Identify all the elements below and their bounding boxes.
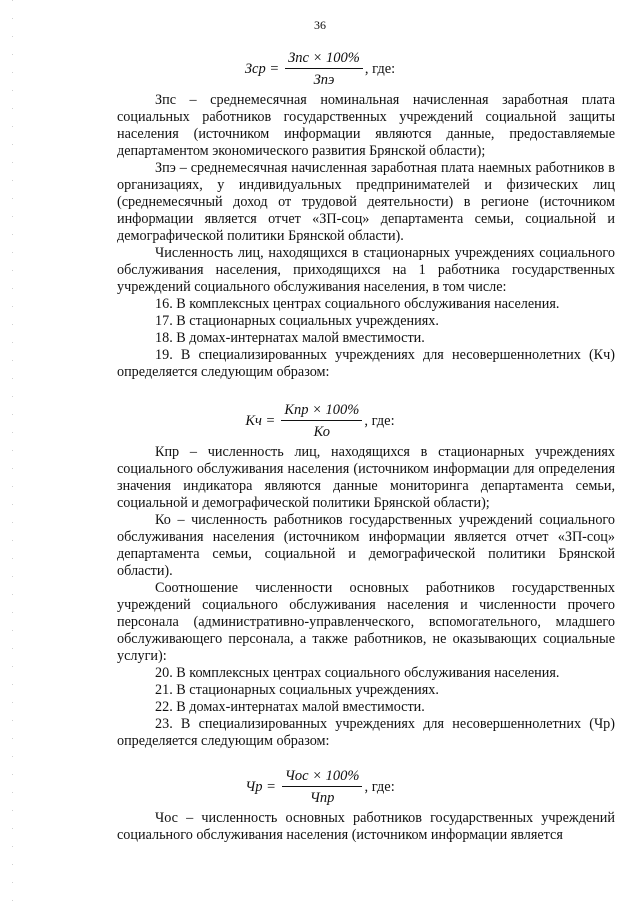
formula-denominator: Ко [313, 424, 330, 440]
text-block-1 [117, 92, 615, 381]
formula-lhs: Зср = [244, 60, 280, 77]
formula-denominator: Чпр [309, 790, 335, 806]
paragraph: Зпс – среднемесячная номинальная начисленная заработная плата социальных работников государственных учреждений социальной защиты населения (источником информации являются данные, предоставляемые департаментом экономического развития Брянской области); [117, 92, 615, 159]
formula-fraction [282, 768, 363, 806]
formula-fraction [285, 50, 363, 88]
paragraph: Кпр – численность лиц, находящихся в стационарных учреждениях социального обслуживания населения (источником информации для определения значения индикатора являются данные мониторинга департамента семьи, социальной и демографической политики Брянской области); [117, 444, 615, 511]
formula-lhs: Чр = [245, 778, 276, 795]
formula-tail: , где: [364, 412, 395, 429]
list-item: 19. В специализированных учреждениях для несовершеннолетних (Кч) определяется следующим образом: [117, 347, 615, 380]
formula-numerator: Зпс × 100% [285, 50, 363, 69]
formula-numerator: Кпр × 100% [281, 402, 362, 421]
formula-tail: , где: [364, 778, 395, 795]
paragraph: Численность лиц, находящихся в стационарных учреждениях социального обслуживания населения, приходящихся на 1 работника государственных учреждений социального обслуживания населения, в том числе: [117, 245, 615, 295]
page-number: 36 [314, 18, 326, 32]
list-item: 18. В домах-интернатах малой вместимости. [155, 330, 425, 346]
paragraph: Чос – численность основных работников государственных учреждений социального обслуживания населения (источником информации является [117, 810, 615, 843]
list-item: 23. В специализированных учреждениях для несовершеннолетних (Чр) определяется следующим образом: [117, 716, 615, 749]
formula-fraction [281, 402, 362, 440]
list-item: 21. В стационарных социальных учреждениях. [155, 682, 439, 698]
formula-zsr [0, 50, 640, 88]
text-block-3 [117, 810, 615, 844]
list-item: 20. В комплексных центрах социального обслуживания населения. [155, 665, 560, 681]
formula-denominator: Зпэ [313, 72, 335, 88]
list-item: 16. В комплексных центрах социального обслуживания населения. [155, 296, 560, 312]
formula-chr [0, 768, 640, 806]
formula-numerator: Чос × 100% [282, 768, 363, 787]
text-block-2 [117, 444, 615, 750]
paragraph: Зпэ – среднемесячная начисленная заработная плата наемных работников в организациях, у индивидуальных предпринимателей и физических лиц (среднемесячный доход от трудовой деятельности) в регионе (источником информации является отчет «ЗП-соц» департамента семьи, социальной и демографической политики Брянской области). [117, 160, 615, 244]
formula-kch [0, 402, 640, 440]
formula-lhs: Кч = [245, 412, 276, 429]
paragraph: Ко – численность работников государственных учреждений социального обслуживания населения (источником информации является отчет «ЗП-соц» департамента семьи, социальной и демографической политики Брянской области). [117, 512, 615, 579]
paragraph: Соотношение численности основных работников государственных учреждений социального обслуживания населения и численности прочего персонала (административно-управленческого, вспомогательного, младшего обслуживающего персонала, а также работников, не оказывающих социальные услуги): [117, 580, 615, 664]
list-item: 22. В домах-интернатах малой вместимости. [155, 699, 425, 715]
formula-tail: , где: [364, 60, 396, 77]
list-item: 17. В стационарных социальных учреждениях. [155, 313, 439, 329]
